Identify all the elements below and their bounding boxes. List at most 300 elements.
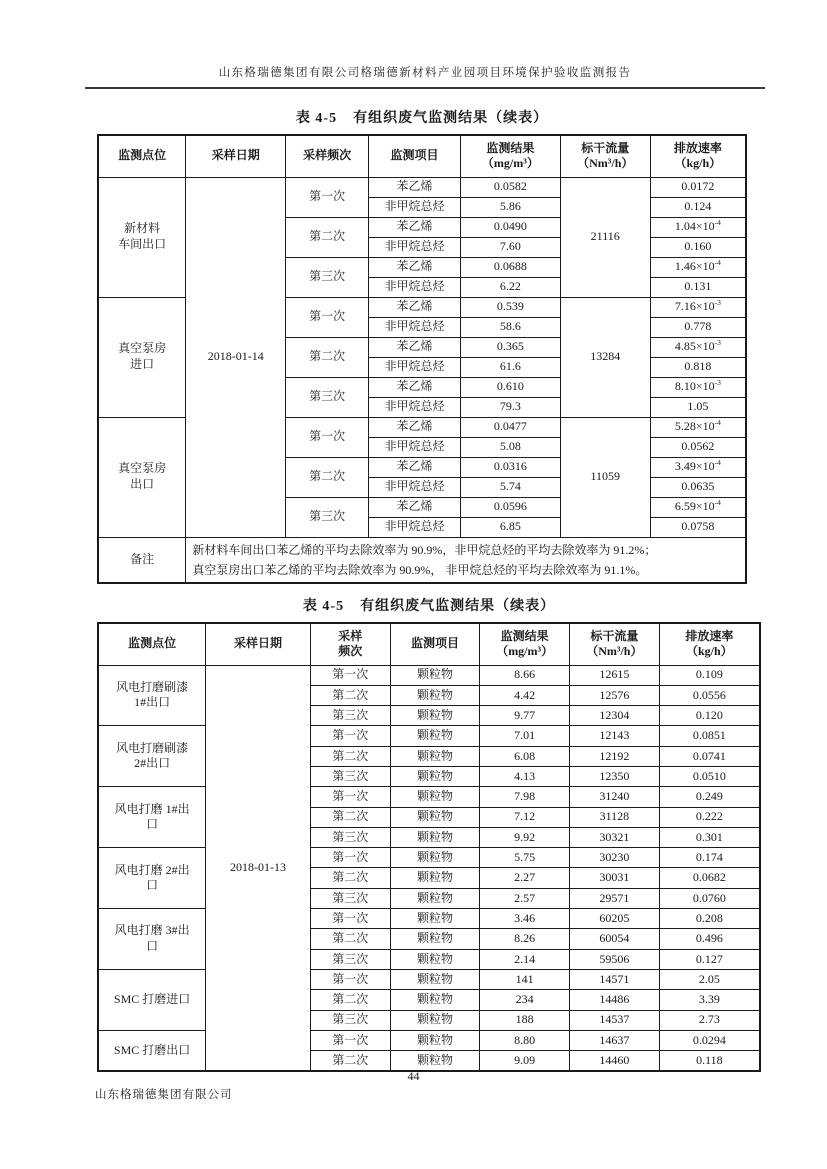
cell-line: 第二次 [332, 931, 369, 946]
cell-line: 新材料车间出口苯乙烯的平均去除效率为 90.9%，非甲烷总烃的平均去除效率为 91.2%； [192, 542, 657, 557]
monitoring-point-cell [98, 417, 186, 537]
sampling-date-header [186, 135, 286, 177]
cell-line: 12192 [599, 748, 630, 763]
cell-line: 0.0758 [681, 519, 715, 534]
cell-line: 0.118 [696, 1052, 723, 1067]
monitoring-result-cell [480, 807, 570, 827]
cell-line: 第二次 [309, 229, 346, 244]
standard-flow-cell [570, 990, 660, 1010]
cell-line: 苯乙烯 [396, 379, 433, 394]
cell-line: 颗粒物 [416, 829, 453, 844]
data-row [98, 909, 760, 929]
monitoring-item-cell [369, 337, 461, 357]
cell-line: 9.77 [514, 707, 536, 722]
cell-line: 风电打磨刷漆 [116, 740, 189, 755]
cell-line: 非甲烷总烃 [384, 519, 445, 534]
standard-flow-cell [570, 685, 660, 705]
sampling-frequency-cell [310, 1030, 390, 1050]
cell-line: 风电打磨 3#出 [114, 923, 190, 938]
sampling-frequency-cell [310, 949, 390, 969]
monitoring-result-cell [480, 726, 570, 746]
cell-line: 6.85 [499, 519, 521, 534]
cell-line: 监测结果 [486, 140, 535, 155]
cell-line: 4.42 [514, 687, 536, 702]
monitoring-result-cell [480, 990, 570, 1010]
cell-line: 采样日期 [211, 148, 260, 163]
data-row [98, 969, 760, 989]
monitoring-result-cell [460, 497, 560, 517]
sampling-frequency-cell [310, 929, 390, 949]
cell-line: （Nm³/h） [577, 156, 634, 171]
cell-line: 12350 [599, 768, 630, 783]
cell-line: 苯乙烯 [396, 259, 433, 274]
cell-line: 0.0635 [681, 479, 715, 494]
cell-line: 3.39 [698, 992, 720, 1007]
footer-company: 山东格瑞德集团有限公司 [95, 1089, 233, 1101]
cell-line: 14486 [599, 992, 630, 1007]
cell-line: 12143 [599, 728, 630, 743]
monitoring-result-cell [480, 766, 570, 786]
cell-line: 颗粒物 [416, 971, 453, 986]
monitoring-item-cell [369, 397, 461, 417]
cell-line: 颗粒物 [416, 728, 453, 743]
cell-line: 第二次 [332, 687, 369, 702]
emission-rate-cell [650, 237, 746, 257]
monitoring-result-cell [460, 197, 560, 217]
exponent: -3 [714, 298, 721, 308]
monitoring-result-cell [480, 827, 570, 847]
sampling-frequency-cell [310, 706, 390, 726]
cell-line: 0.0556 [692, 687, 726, 702]
emission-rate-cell [650, 297, 746, 317]
monitoring-result-cell [480, 868, 570, 888]
monitoring-result-header [460, 135, 560, 177]
monitoring-result-cell [460, 337, 560, 357]
cell-line: 颗粒物 [416, 931, 453, 946]
cell-line: 新材料 [124, 221, 161, 236]
cell-line: $5.28\times 10^{-4}$ [674, 418, 721, 434]
standard-flow-cell [570, 827, 660, 847]
cell-line: 真空泵房 [118, 341, 167, 356]
exponent: -4 [714, 498, 721, 508]
sampling-frequency-cell [286, 217, 369, 257]
emission-rate-cell [659, 1030, 760, 1050]
cell-line: 2.27 [514, 870, 536, 885]
standard-flow-cell [570, 746, 660, 766]
data-row [98, 537, 746, 583]
sampling-frequency-cell [286, 497, 369, 537]
emission-rate-cell [659, 848, 760, 868]
cell-line: 第三次 [332, 707, 369, 722]
emission-rate-cell [650, 517, 746, 537]
page-number: 44 [407, 1069, 420, 1083]
monitoring-result-cell [460, 177, 560, 197]
emission-rate-cell [659, 787, 760, 807]
cell-line: 第二次 [332, 809, 369, 824]
emission-rate-cell [650, 277, 746, 297]
data-row [98, 787, 760, 807]
data-row [98, 1030, 760, 1050]
cell-line: 非甲烷总烃 [384, 479, 445, 494]
cell-line: 风电打磨 2#出 [114, 862, 190, 877]
sampling-frequency-header [286, 135, 369, 177]
cell-line: 口 [146, 817, 159, 832]
monitoring-item-header [369, 135, 461, 177]
standard-flow-cell [570, 868, 660, 888]
monitoring-item-cell [390, 990, 480, 1010]
monitoring-result-cell [480, 1051, 570, 1071]
table-1-title-text: 有组织废气监测结果（续表） [353, 111, 549, 126]
standard-flow-cell [570, 807, 660, 827]
monitoring-item-cell [369, 237, 461, 257]
emission-rate-cell [659, 909, 760, 929]
cell-line: 12615 [599, 667, 630, 682]
monitoring-item-cell [369, 197, 461, 217]
cell-line: 出口 [130, 477, 155, 491]
emission-rate-cell [650, 217, 746, 237]
standard-flow-cell [560, 417, 650, 537]
cell-line: 234 [515, 992, 534, 1007]
monitoring-result-cell [480, 909, 570, 929]
cell-line: 60205 [599, 910, 630, 925]
cell-line: 第二次 [309, 469, 346, 484]
monitoring-result-cell [480, 787, 570, 807]
emission-rate-cell [650, 377, 746, 397]
monitoring-item-cell [390, 1030, 480, 1050]
standard-flow-cell [560, 297, 650, 417]
monitoring-point-cell [98, 848, 206, 909]
cell-line: 0.0294 [692, 1032, 726, 1047]
monitoring-item-cell [369, 317, 461, 337]
cell-line: 7.01 [514, 728, 536, 743]
cell-line: 79.3 [499, 399, 521, 414]
cell-line: 第二次 [332, 870, 369, 885]
monitoring-item-cell [369, 517, 461, 537]
cell-line: 0.0172 [681, 179, 715, 194]
table-2-number: 表 4-5 [302, 599, 345, 614]
cell-line: 苯乙烯 [396, 299, 433, 314]
cell-line: $1.46\times 10^{-4}$ [674, 258, 721, 274]
sampling-frequency-cell [310, 665, 390, 685]
sampling-frequency-cell [310, 909, 390, 929]
emission-rate-cell [659, 888, 760, 908]
cell-line: 0.127 [695, 951, 723, 966]
monitoring-result-cell [480, 706, 570, 726]
exponent: -4 [714, 418, 721, 428]
cell-line: 0.0682 [692, 870, 726, 885]
monitoring-result-cell [460, 517, 560, 537]
cell-line: 风电打磨刷漆 [116, 679, 189, 694]
standard-flow-cell [570, 1010, 660, 1030]
cell-line: 苯乙烯 [396, 459, 433, 474]
emission-rate-cell [659, 685, 760, 705]
sampling-frequency-header [310, 623, 390, 665]
standard-flow-cell [570, 787, 660, 807]
cell-line: 非甲烷总烃 [384, 239, 445, 254]
cell-line: 颗粒物 [416, 809, 453, 824]
standard-flow-cell [560, 177, 650, 297]
cell-line: 0.0596 [493, 499, 527, 514]
cell-line: 0.0688 [493, 259, 527, 274]
monitoring-result-cell [480, 888, 570, 908]
cell-line: 14537 [599, 1012, 630, 1027]
cell-line: 非甲烷总烃 [384, 359, 445, 374]
monitoring-item-cell [390, 888, 480, 908]
emission-rate-cell [650, 177, 746, 197]
sampling-frequency-cell [286, 337, 369, 377]
monitoring-result-cell [480, 969, 570, 989]
cell-line: 监测点位 [128, 636, 177, 651]
cell-line: 0.0490 [493, 219, 527, 234]
cell-line: 0.124 [684, 199, 712, 214]
monitoring-item-cell [390, 706, 480, 726]
cell-line: 颗粒物 [416, 707, 453, 722]
monitoring-result-cell [480, 665, 570, 685]
cell-line: SMC 打磨出口 [113, 1042, 191, 1057]
emission-rate-cell [650, 497, 746, 517]
sampling-frequency-cell [286, 257, 369, 297]
cell-line: 第三次 [309, 389, 346, 404]
cell-line: 颗粒物 [416, 748, 453, 763]
cell-line: SMC 打磨进口 [113, 992, 191, 1007]
cell-line: 监测点位 [118, 148, 167, 163]
standard-flow-cell [570, 766, 660, 786]
cell-line: 排放速率 [685, 628, 734, 643]
cell-line: 第一次 [332, 1032, 369, 1047]
cell-line: 第三次 [332, 829, 369, 844]
table-2-block [97, 595, 761, 1072]
emission-rate-cell [650, 417, 746, 437]
cell-line: 5.75 [514, 850, 536, 865]
cell-line: 13284 [590, 349, 621, 364]
monitoring-result-cell [460, 417, 560, 437]
sampling-frequency-cell [310, 787, 390, 807]
cell-line: 5.74 [499, 479, 521, 494]
monitoring-result-cell [460, 457, 560, 477]
cell-line: 频次 [338, 644, 363, 659]
monitoring-item-cell [390, 726, 480, 746]
cell-line: 1#出口 [134, 695, 171, 710]
sampling-frequency-cell [310, 888, 390, 908]
cell-line: 第二次 [332, 1052, 369, 1067]
monitoring-item-cell [390, 766, 480, 786]
cell-line: 采样日期 [234, 636, 283, 651]
emission-rate-cell [650, 437, 746, 457]
monitoring-item-cell [369, 177, 461, 197]
monitoring-point-cell [98, 177, 186, 297]
cell-line: 苯乙烯 [396, 219, 433, 234]
cell-line: 0.539 [496, 299, 524, 314]
sampling-frequency-cell [310, 827, 390, 847]
cell-line: 0.109 [695, 667, 723, 682]
sampling-frequency-cell [310, 1010, 390, 1030]
cell-line: 0.365 [496, 339, 524, 354]
cell-line: 真空泵房出口苯乙烯的平均去除效率为 90.9%， 非甲烷总烃的平均去除效率为 91.1%。 [192, 562, 648, 577]
cell-line: $3.49\times 10^{-4}$ [674, 458, 721, 474]
cell-line: 苯乙烯 [396, 339, 433, 354]
monitoring-item-cell [390, 827, 480, 847]
standard-flow-cell [570, 1030, 660, 1050]
cell-line: 车间出口 [118, 237, 167, 251]
cell-line: 5.08 [499, 439, 521, 454]
cell-line: 0.610 [496, 379, 524, 394]
cell-line: 监测结果 [500, 628, 549, 643]
exponent: -3 [714, 338, 721, 348]
emission-rate-cell [659, 827, 760, 847]
monitoring-result-cell [460, 237, 560, 257]
monitoring-item-cell [390, 685, 480, 705]
cell-line: 2.57 [514, 890, 536, 905]
emission-rate-cell [659, 746, 760, 766]
monitoring-item-cell [390, 949, 480, 969]
page-header [85, 64, 765, 89]
monitoring-item-cell [390, 746, 480, 766]
cell-line: 第二次 [332, 748, 369, 763]
cell-line: 0.0582 [493, 179, 527, 194]
cell-line: 苯乙烯 [396, 499, 433, 514]
cell-line: $1.04\times 10^{-4}$ [674, 218, 721, 234]
emission-rate-cell [650, 197, 746, 217]
cell-line: 0.249 [695, 789, 723, 804]
cell-line: 风电打磨 1#出 [114, 801, 190, 816]
standard-flow-cell [570, 726, 660, 746]
cell-line: 第一次 [309, 189, 346, 204]
monitoring-item-cell [369, 217, 461, 237]
emission-rate-cell [659, 969, 760, 989]
cell-line: 颗粒物 [416, 992, 453, 1007]
cell-line: 14637 [599, 1032, 630, 1047]
cell-line: 2.73 [698, 1012, 720, 1027]
cell-line: 苯乙烯 [396, 179, 433, 194]
sampling-frequency-cell [286, 457, 369, 497]
cell-line: 14571 [599, 971, 630, 986]
standard-flow-cell [570, 665, 660, 685]
monitoring-result-cell [460, 357, 560, 377]
sampling-frequency-cell [310, 969, 390, 989]
cell-line: （mg/m³） [496, 644, 554, 659]
monitoring-result-cell [460, 397, 560, 417]
emission-rate-header [659, 623, 760, 665]
monitoring-item-cell [369, 357, 461, 377]
cell-line: 颗粒物 [416, 789, 453, 804]
cell-line: 采样 [338, 628, 363, 643]
monitoring-item-cell [369, 277, 461, 297]
organized-waste-gas-table-1 [97, 134, 747, 584]
monitoring-point-cell [98, 665, 206, 726]
cell-line: 8.26 [514, 931, 536, 946]
sampling-frequency-cell [310, 746, 390, 766]
table-2-title-text: 有组织废气监测结果（续表） [360, 599, 556, 614]
cell-line: 第一次 [332, 789, 369, 804]
sampling-frequency-cell [286, 417, 369, 457]
cell-line: 真空泵房 [118, 461, 167, 476]
monitoring-result-cell [460, 297, 560, 317]
cell-line: 颗粒物 [416, 1052, 453, 1067]
monitoring-item-cell [369, 477, 461, 497]
cell-line: 第三次 [332, 768, 369, 783]
cell-line: 第三次 [332, 890, 369, 905]
cell-line: 0.131 [684, 279, 712, 294]
cell-line: 0.174 [695, 850, 723, 865]
cell-line: 1.05 [687, 399, 709, 414]
data-row [98, 665, 760, 685]
standard-flow-cell [570, 929, 660, 949]
cell-line: 颗粒物 [416, 1012, 453, 1027]
cell-line: 非甲烷总烃 [384, 199, 445, 214]
emission-rate-cell [659, 706, 760, 726]
monitoring-point-cell [98, 1030, 206, 1071]
monitoring-item-cell [390, 969, 480, 989]
cell-line: 进口 [130, 357, 155, 371]
cell-line: 0.208 [695, 910, 723, 925]
monitoring-item-cell [369, 417, 461, 437]
exponent: -3 [714, 378, 721, 388]
cell-line: 标干流量 [581, 140, 630, 155]
cell-line: $4.85\times 10^{-3}$ [674, 338, 721, 354]
standard-flow-header [570, 623, 660, 665]
cell-line: 14460 [599, 1052, 630, 1067]
cell-line: 3.46 [514, 910, 536, 925]
data-row [98, 726, 760, 746]
cell-line: 0.0562 [681, 439, 715, 454]
cell-line: 颗粒物 [416, 687, 453, 702]
remarks-label-cell [98, 537, 186, 583]
header-row [98, 623, 760, 665]
cell-line: 0.778 [684, 319, 712, 334]
monitoring-item-cell [369, 457, 461, 477]
emission-rate-cell [659, 1010, 760, 1030]
cell-line: 口 [146, 878, 159, 893]
monitoring-item-cell [369, 437, 461, 457]
cell-line: 2018-01-13 [230, 859, 287, 874]
cell-line: 第三次 [332, 1012, 369, 1027]
cell-line: 颗粒物 [416, 910, 453, 925]
monitoring-item-cell [390, 787, 480, 807]
cell-line: 31240 [599, 789, 630, 804]
cell-line: 颗粒物 [416, 951, 453, 966]
cell-line: 第一次 [332, 850, 369, 865]
emission-rate-cell [650, 457, 746, 477]
sampling-frequency-cell [310, 848, 390, 868]
cell-line: 2.14 [514, 951, 536, 966]
cell-line: 31128 [599, 809, 630, 824]
emission-rate-cell [650, 257, 746, 277]
cell-line: 12304 [599, 707, 630, 722]
cell-line: 颗粒物 [416, 1032, 453, 1047]
cell-line: 60054 [599, 931, 630, 946]
sampling-frequency-cell [286, 177, 369, 217]
cell-line: （mg/m³） [481, 156, 539, 171]
emission-rate-cell [650, 477, 746, 497]
report-title: 山东格瑞德集团有限公司格瑞德新材料产业园项目环境保护验收监测报告 [218, 67, 632, 79]
cell-line: 标干流量 [590, 628, 639, 643]
sampling-frequency-cell [310, 868, 390, 888]
monitoring-result-cell [480, 929, 570, 949]
cell-line: 0.0316 [493, 459, 527, 474]
monitoring-result-cell [460, 277, 560, 297]
cell-line: 30321 [599, 829, 630, 844]
remarks-text-cell [186, 537, 746, 583]
cell-line: 0.0851 [692, 728, 726, 743]
emission-rate-cell [659, 929, 760, 949]
organized-waste-gas-table-2 [97, 622, 761, 1072]
monitoring-item-cell [369, 257, 461, 277]
exponent: -4 [714, 258, 721, 268]
table-2-title [97, 595, 761, 615]
emission-rate-cell [659, 726, 760, 746]
monitoring-item-cell [390, 1051, 480, 1071]
standard-flow-header [560, 135, 650, 177]
